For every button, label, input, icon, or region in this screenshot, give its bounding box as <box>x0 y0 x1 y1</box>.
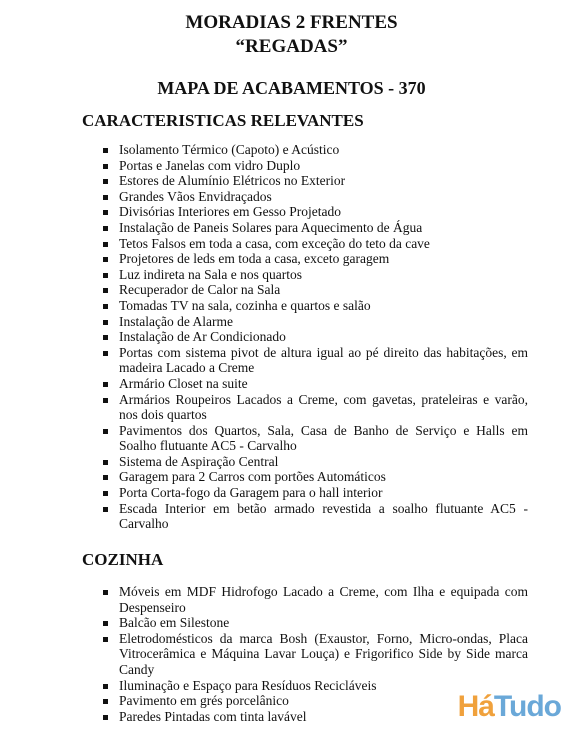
list-item: Armário Closet na suite <box>100 376 528 392</box>
list-item: Sistema de Aspiração Central <box>100 454 528 470</box>
list-item: Portas com sistema pivot de altura igual ao pé direito das habitações, em madeira Lacado a Creme <box>100 345 528 376</box>
list-item: Isolamento Térmico (Capoto) e Acústico <box>100 142 528 158</box>
list-item: Recuperador de Calor na Sala <box>100 282 528 298</box>
list-item: Escada Interior em betão armado revestida a soalho flutuante AC5 - Carvalho <box>100 501 528 532</box>
finishes-map-title: MAPA DE ACABAMENTOS - 370 <box>157 78 426 98</box>
list-item: Paredes Pintadas com tinta lavável <box>100 709 528 725</box>
list-item: Iluminação e Espaço para Resíduos Recicláveis <box>100 678 528 694</box>
document-subtitle: “REGADAS” <box>235 36 348 57</box>
list-item: Eletrodomésticos da marca Bosh (Exaustor, Forno, Micro-ondas, Placa Vitrocerâmica e Máquina Lavar Louça) e Frigorifico Side by Side marca Candy <box>100 631 528 678</box>
hatudo-watermark-logo <box>458 690 561 724</box>
list-item: Grandes Vãos Envidraçados <box>100 189 528 205</box>
list-item: Tetos Falsos em toda a casa, com exceção do teto da cave <box>100 236 528 252</box>
features-list <box>100 142 528 532</box>
list-item: Instalação de Ar Condicionado <box>100 329 528 345</box>
list-item: Instalação de Paneis Solares para Aquecimento de Água <box>100 220 528 236</box>
list-item: Garagem para 2 Carros com portões Automáticos <box>100 469 528 485</box>
document-title: MORADIAS 2 FRENTES <box>185 12 398 33</box>
list-item: Armários Roupeiros Lacados a Creme, com gavetas, prateleiras e varão, nos dois quartos <box>100 392 528 423</box>
list-item: Luz indireta na Sala e nos quartos <box>100 267 528 283</box>
list-item: Pavimento em grés porcelânico <box>100 693 528 709</box>
list-item: Balcão em Silestone <box>100 615 528 631</box>
list-item: Portas e Janelas com vidro Duplo <box>100 158 528 174</box>
list-item: Estores de Alumínio Elétricos no Exterior <box>100 173 528 189</box>
features-heading: CARACTERISTICAS RELEVANTES <box>82 111 364 130</box>
watermark-part-2: Tudo <box>493 690 561 723</box>
list-item: Divisórias Interiores em Gesso Projetado <box>100 204 528 220</box>
list-item: Tomadas TV na sala, cozinha e quartos e salão <box>100 298 528 314</box>
kitchen-heading: COZINHA <box>82 550 164 569</box>
list-item: Projetores de leds em toda a casa, exceto garagem <box>100 251 528 267</box>
list-item: Pavimentos dos Quartos, Sala, Casa de Banho de Serviço e Halls em Soalho flutuante AC5 - Carvalho <box>100 423 528 454</box>
watermark-part-1: Há <box>457 690 494 723</box>
list-item: Porta Corta-fogo da Garagem para o hall interior <box>100 485 528 501</box>
list-item: Instalação de Alarme <box>100 314 528 330</box>
list-item: Móveis em MDF Hidrofogo Lacado a Creme, com Ilha e equipada com Despenseiro <box>100 584 528 615</box>
